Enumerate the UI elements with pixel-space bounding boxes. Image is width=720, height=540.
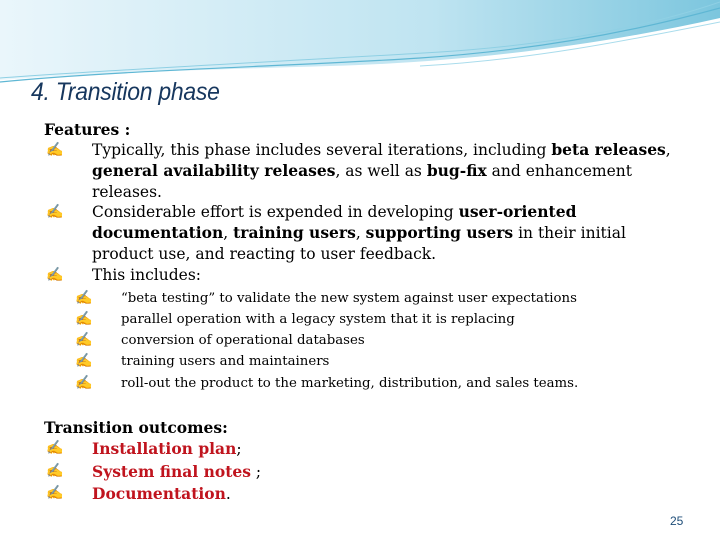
writing-hand-bullet-icon: ✍: [46, 462, 64, 479]
writing-hand-bullet-icon: ✍: [75, 310, 93, 327]
feature-emphasis-text: supporting users: [365, 223, 514, 243]
writing-hand-bullet-icon: ✍: [46, 440, 64, 456]
feature-text: and enhancement releases.: [92, 161, 633, 201]
feature-emphasis-text: beta releases: [551, 140, 666, 159]
outcomes-section: [44, 417, 261, 506]
writing-hand-bullet-icon: ✍: [46, 142, 64, 158]
writing-hand-bullet-icon: ✍: [75, 332, 93, 349]
page-title: 4. Transition phase: [31, 78, 220, 106]
includes-item: [44, 351, 684, 372]
feature-text: This includes:: [92, 265, 201, 284]
outcome-item: [44, 438, 261, 461]
features-heading: Features :: [44, 120, 131, 139]
includes-item-text: “beta testing” to validate the new system against user expectations: [121, 290, 577, 306]
feature-emphasis-text: training users: [233, 223, 356, 243]
outcome-suffix: ;: [250, 462, 262, 481]
feature-text: Typically, this phase includes several iterations, including: [92, 141, 552, 159]
outcome-item: [44, 483, 261, 506]
feature-item: [44, 140, 684, 202]
feature-item: [44, 202, 684, 264]
includes-item-text: parallel operation with a legacy system that it is replacing: [121, 311, 515, 327]
feature-item: [44, 265, 684, 286]
includes-item: [44, 288, 684, 309]
outcomes-heading: Transition outcomes:: [44, 418, 228, 437]
feature-text: Considerable effort is expended in developing: [92, 203, 459, 222]
writing-hand-bullet-icon: ✍: [75, 289, 93, 306]
writing-hand-bullet-icon: ✍: [75, 374, 93, 391]
outcome-suffix: .: [225, 485, 231, 503]
includes-item: [44, 309, 684, 330]
feature-text: ,: [665, 141, 671, 159]
includes-item-text: training users and maintainers: [121, 354, 330, 370]
includes-item: [44, 330, 684, 351]
outcome-label: Installation plan: [92, 439, 237, 458]
features-section: [44, 119, 684, 394]
writing-hand-bullet-icon: ✍: [75, 353, 93, 370]
outcome-label: System final notes: [92, 461, 251, 481]
includes-item: [44, 373, 684, 394]
outcome-suffix: ;: [236, 440, 242, 458]
features-list: [44, 140, 684, 286]
feature-emphasis-text: user-oriented documentation: [92, 202, 577, 243]
writing-hand-bullet-icon: ✍: [46, 266, 64, 283]
page-number: 25: [670, 514, 684, 528]
outcome-item: [44, 461, 261, 484]
includes-item-text: roll-out the product to the marketing, distribution, and sales teams.: [121, 375, 579, 391]
writing-hand-bullet-icon: ✍: [46, 485, 64, 501]
includes-item-text: conversion of operational databases: [121, 333, 365, 349]
includes-list: [44, 288, 684, 394]
feature-text: ,: [355, 224, 366, 243]
writing-hand-bullet-icon: ✍: [46, 204, 64, 221]
outcome-label: Documentation: [92, 484, 226, 503]
outcomes-list: [44, 438, 261, 506]
feature-emphasis-text: general availability releases: [92, 160, 336, 180]
feature-text: ,: [223, 224, 234, 243]
feature-text: , as well as: [335, 161, 427, 180]
feature-text: in their initial product use, and reacting to user feedback.: [92, 224, 626, 263]
feature-emphasis-text: bug-fix: [426, 160, 487, 180]
